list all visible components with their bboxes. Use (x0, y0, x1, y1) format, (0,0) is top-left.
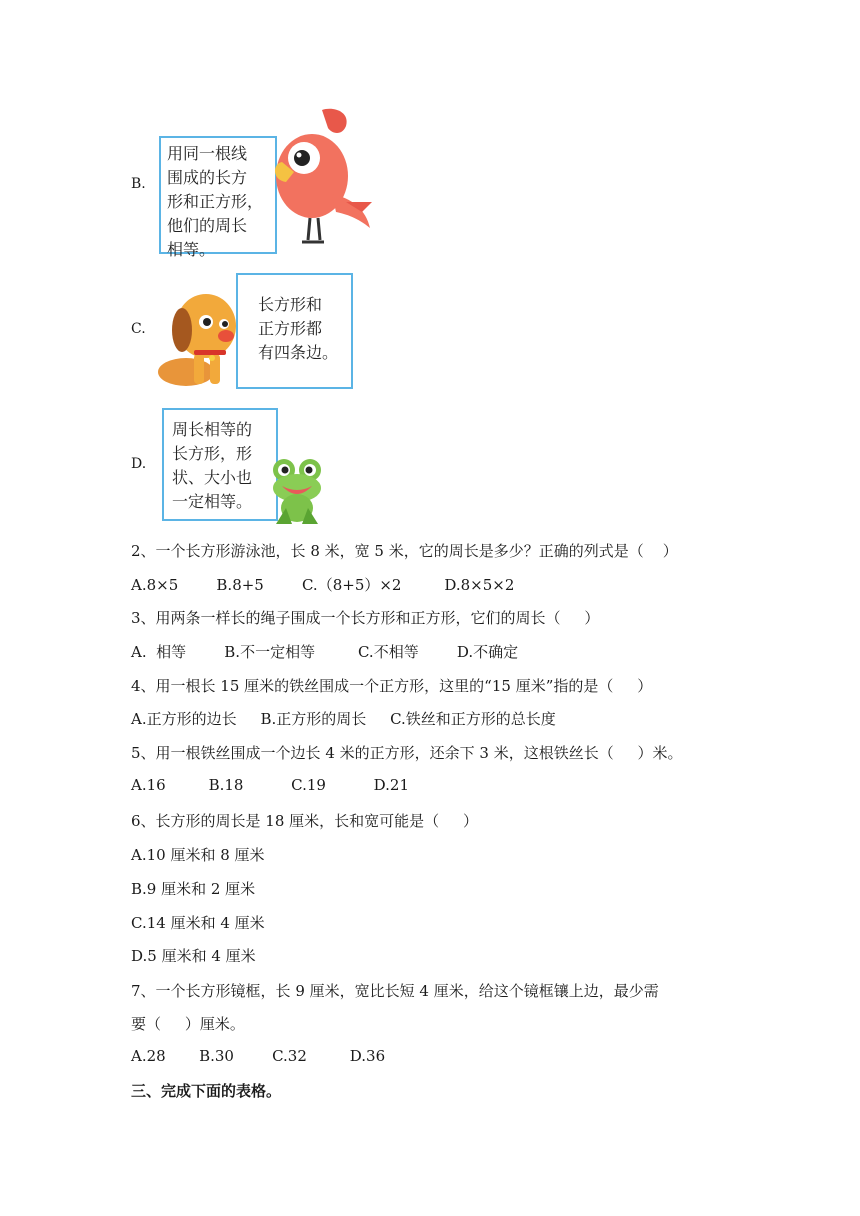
section-heading: 三、完成下面的表格。 (131, 1082, 282, 1100)
question-6-option-a: A.10 厘米和 8 厘米 (131, 846, 265, 864)
option-d-letter: D. (131, 456, 147, 472)
question-7: 7、一个长方形镜框，长 9 厘米，宽比长短 4 厘米，给这个镜框镶上边，最少需 (131, 982, 659, 1000)
option-c-letter: C. (131, 321, 146, 337)
question-6-option-b: B.9 厘米和 2 厘米 (131, 880, 256, 898)
question-2: 2、一个长方形游泳池，长 8 米，宽 5 米，它的周长是多少？正确的列式是（ ） (131, 542, 678, 560)
question-5-options: A.16 B.18 C.19 D.21 (131, 776, 409, 794)
question-7-continued: 要（ ）厘米。 (131, 1015, 245, 1033)
parrot-icon (262, 106, 374, 252)
option-b-letter: B. (131, 176, 146, 192)
question-2-options: A.8×5 B.8+5 C.（8+5）×2 D.8×5×2 (131, 576, 515, 594)
question-3-options: A. 相等 B.不一定相等 C.不相等 D.不确定 (131, 643, 519, 661)
option-c-speech-bubble: 长方形和 正方形都 有四条边。 (236, 273, 353, 389)
dog-icon (156, 288, 240, 388)
question-5: 5、用一根铁丝围成一个边长 4 米的正方形，还余下 3 米，这根铁丝长（ ）米。 (131, 744, 683, 762)
question-7-options: A.28 B.30 C.32 D.36 (131, 1047, 386, 1065)
question-4: 4、用一根长 15 厘米的铁丝围成一个正方形，这里的“15 厘米”指的是（ ） (131, 677, 653, 695)
question-3: 3、用两条一样长的绳子围成一个长方形和正方形，它们的周长（ ） (131, 609, 600, 627)
question-6-option-c: C.14 厘米和 4 厘米 (131, 914, 265, 932)
option-d-speech-bubble: 周长相等的 长方形，形 状、大小也 一定相等。 (162, 408, 278, 521)
question-6: 6、长方形的周长是 18 厘米，长和宽可能是（ ） (131, 812, 479, 830)
question-4-options: A.正方形的边长 B.正方形的周长 C.铁丝和正方形的总长度 (131, 710, 556, 728)
option-b-speech-bubble: 用同一根线 围成的长方 形和正方形， 他们的周长 相等。 (159, 136, 277, 254)
question-6-option-d: D.5 厘米和 4 厘米 (131, 947, 256, 965)
frog-icon (268, 458, 326, 526)
